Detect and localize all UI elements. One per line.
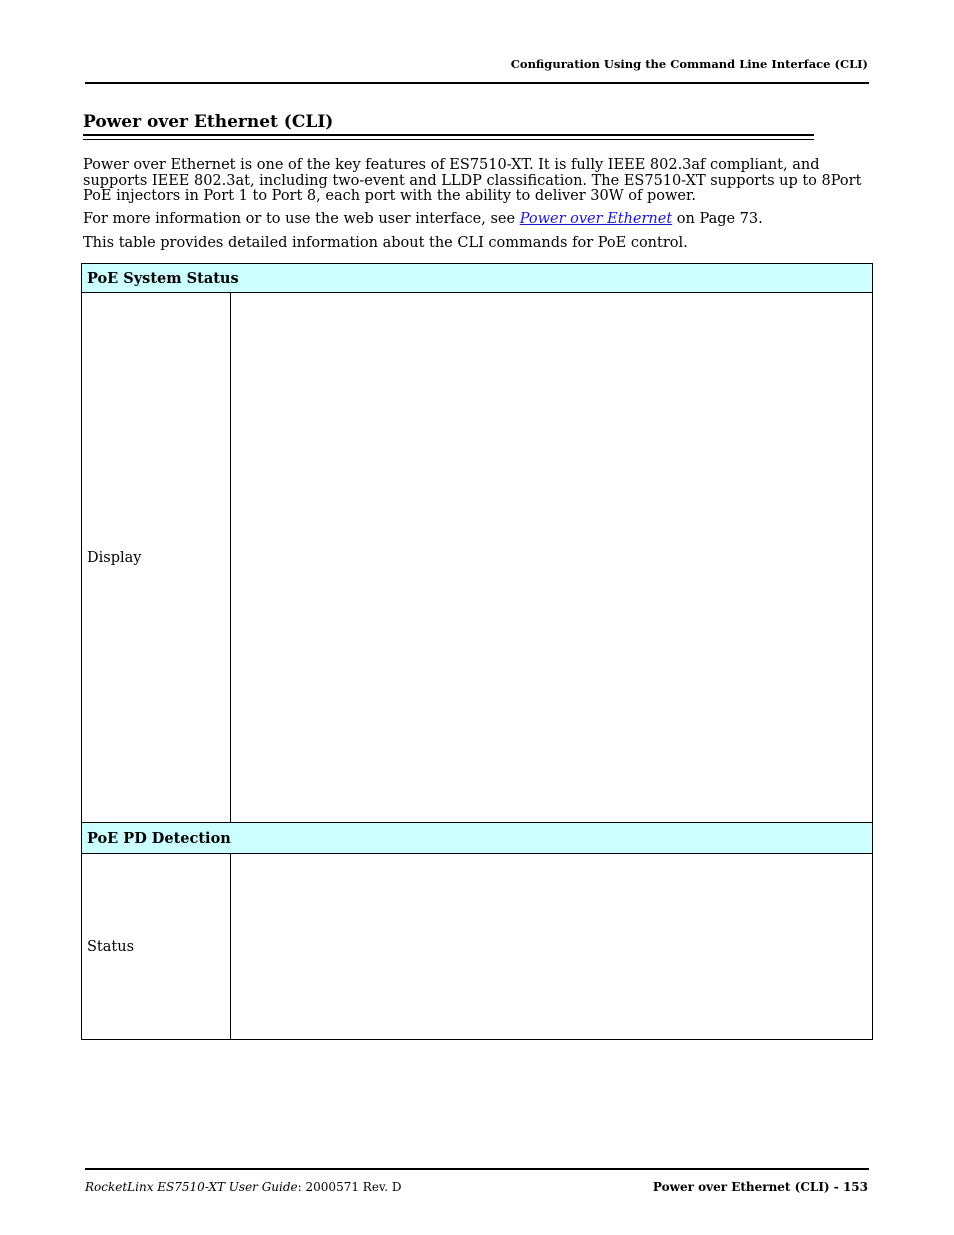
section-title: Power over Ethernet (CLI) [83,112,334,132]
table-section-header [82,823,873,854]
section-rule-thick [83,134,814,136]
status-label: Status [82,854,231,1040]
table-intro-paragraph: This table provides detailed information about the CLI commands for PoE control. [83,235,688,251]
table-row [82,854,873,1040]
more-info-paragraph [83,212,873,228]
poe-pd-detection-header: PoE PD Detection [82,823,873,854]
table-section-header [82,264,873,293]
cli-command-table [81,263,873,1040]
chapter-title: Configuration Using the Command Line Interface (CLI) [510,57,868,71]
display-label: Display [82,293,231,823]
status-command-cell [231,854,873,1040]
footer-doc-info [85,1180,402,1194]
intro-paragraph: Power over Ethernet is one of the key features of ES7510-XT. It is fully IEEE 802.3af compliant, and supports IEEE 802.3at, including two-event and LLDP classification. The ES7510-XT supports up to 8Port PoE injectors in Port 1 to Port 8, each port with the ability to deliver 30W of power. [83,157,862,204]
footer-doc-number: : 2000571 Rev. D [297,1180,402,1194]
section-rule-thin [83,139,814,140]
more-info-text-before: For more information or to use the web user interface, see [83,211,520,227]
footer-rule [85,1168,869,1170]
poe-system-status-header: PoE System Status [82,264,873,293]
header-rule [85,82,869,84]
footer-product-name: RocketLinx ES7510-XT User Guide [85,1180,298,1194]
table-row [82,293,873,823]
more-info-text-after: on Page 73. [672,211,763,227]
display-command-cell [231,293,873,823]
power-over-ethernet-link[interactable]: Power over Ethernet [519,211,673,227]
footer-page-ref: Power over Ethernet (CLI) - 153 [652,1180,868,1194]
